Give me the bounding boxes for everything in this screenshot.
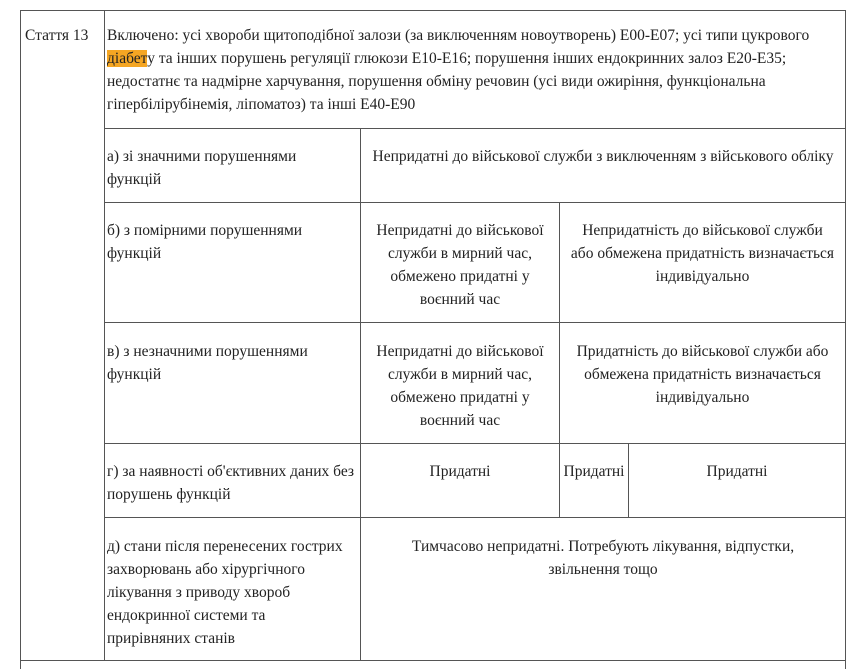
row-divider (104, 517, 846, 518)
verdict-e-all: Тимчасово непридатні. Потребують лікування, відпустки, звільнення тощо (411, 538, 795, 578)
table-border-top (20, 10, 846, 11)
condition-c: в) з незначними порушеннями функцій (107, 343, 308, 383)
row-divider (104, 128, 846, 129)
condition-e: д) стани після перенесених гострих захворювань або хірургічного лікування з приводу хвороб ендокринної системи та прирівняних станів (107, 538, 343, 647)
condition-d: г) за наявності об'єктивних даних без порушень функцій (107, 463, 355, 503)
table-border-left (20, 10, 21, 669)
verdict-a-all: Непридатні до військової служби з виключенням з військового обліку (372, 148, 834, 165)
verdict-c-peacetime: Непридатні до військової служби в мирний час, обмежено придатні у воєнний час (376, 343, 544, 429)
table-border-bottom (20, 660, 846, 661)
row-divider (104, 322, 846, 323)
verdict-b-peacetime: Непридатні до військової служби в мирний час, обмежено придатні у воєнний час (376, 222, 544, 308)
article-included-text (107, 24, 841, 116)
column-divider (104, 10, 105, 661)
verdict-d-col2: Придатні (563, 463, 625, 480)
table-border-right (845, 10, 846, 669)
column-divider (360, 128, 361, 661)
condition-a: а) зі значними порушеннями функцій (107, 148, 297, 188)
verdict-c-individual: Придатність до військової служби або обмежена придатність визначається індивідуально (576, 343, 829, 406)
verdict-d-col3: Придатні (706, 463, 768, 480)
verdict-b-individual: Непридатність до військової служби або обмежена придатність визначається індивідуально (570, 222, 835, 285)
included-text-start: Включено: усі хвороби щитоподібної залози (за виключенням новоутворень) Е00-Е07; усі типи цукрового (107, 27, 810, 44)
row-divider (104, 202, 846, 203)
column-divider (628, 443, 629, 518)
article-label: Стаття 13 (25, 27, 89, 44)
condition-b: б) з помірними порушеннями функцій (107, 222, 303, 262)
search-highlight: діабет (107, 50, 148, 67)
verdict-d-col1: Придатні (429, 463, 491, 480)
row-divider (104, 443, 846, 444)
included-text-end: у та інших порушень регуляції глюкози Е10-Е16; порушення інших ендокринних залоз Е20-Е35; недостатнє та надмірне харчування, порушення обміну речовин (усі види ожиріння, функціональна гіпербілірубінемія, ліпоматоз) та інші Е40-Е90 (107, 50, 787, 113)
